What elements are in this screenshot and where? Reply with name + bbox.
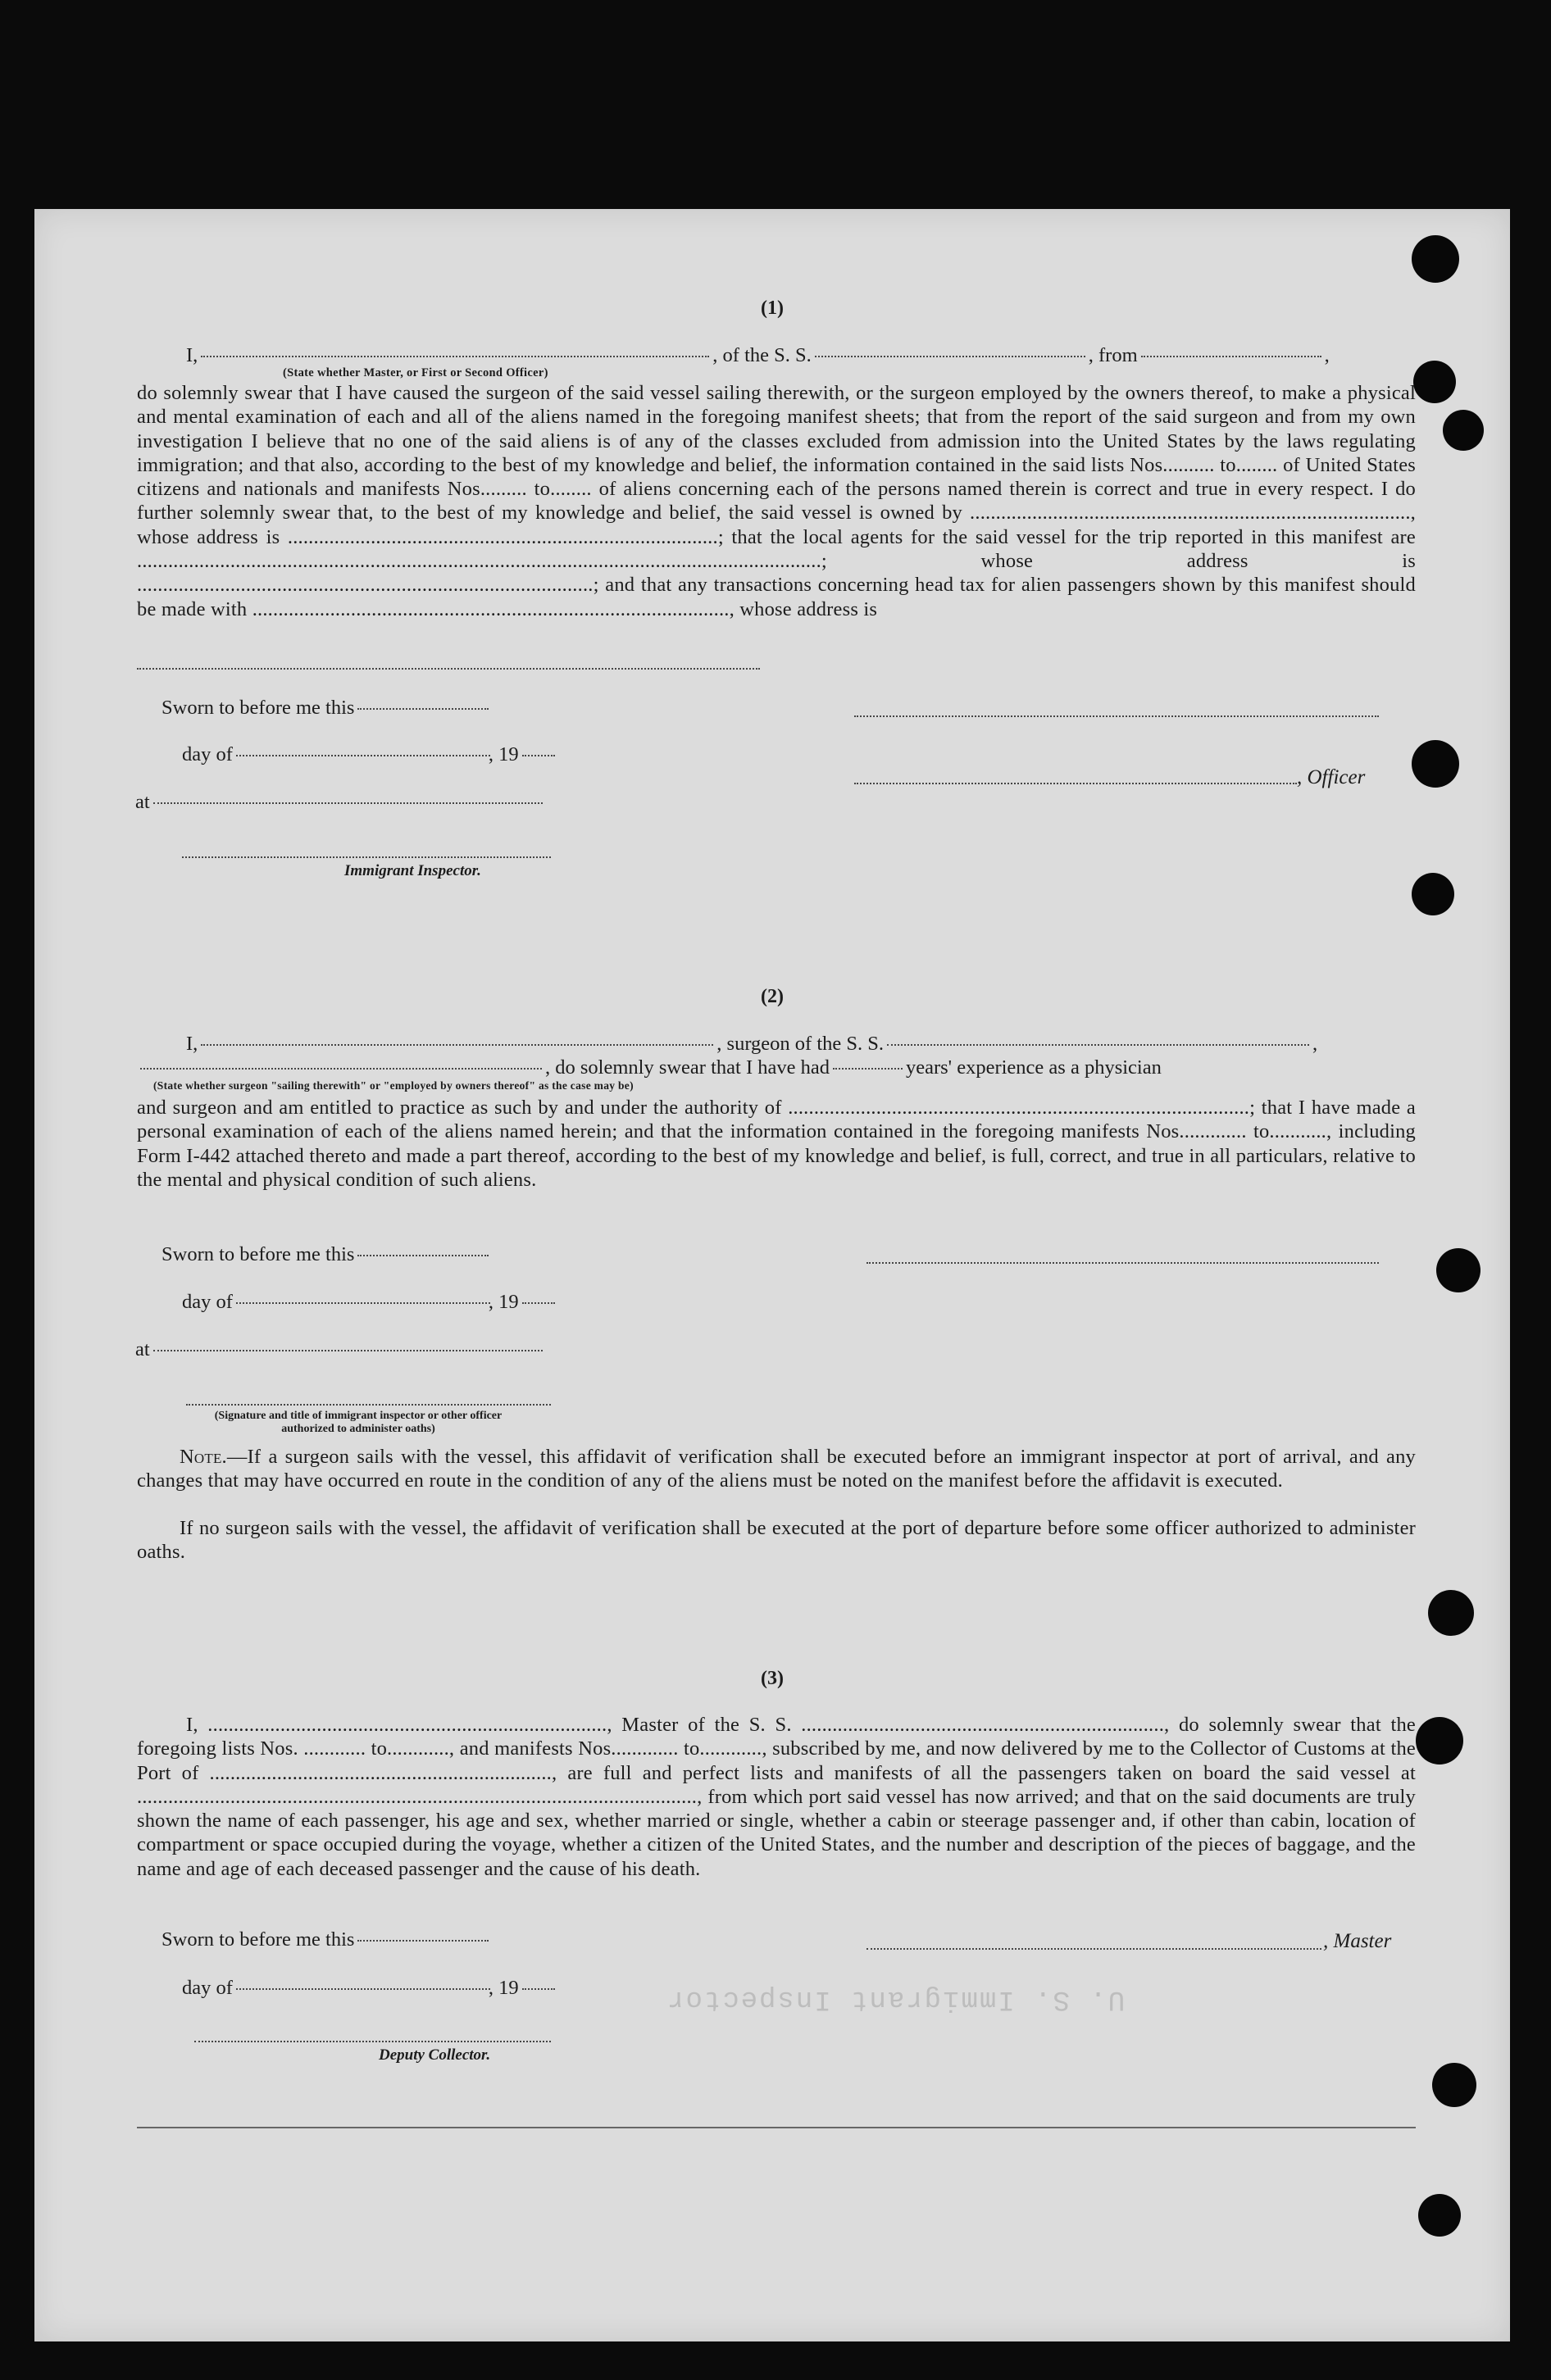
surgeon-signature-field[interactable] — [866, 1262, 1379, 1264]
at-label: at — [135, 1338, 150, 1360]
section-1-paragraph: do solemnly swear that I have caused the surgeon of the said vessel sailing therewith, or the surgeon employed by the owners thereof, to make a physical and mental examination of each and all of the aliens named in the foregoing manifest sheets; that from the report of the said surgeon and from my own investigation I believe that no one of the said aliens is of any of the classes excluded from admission into the United States by the laws regulating immigration; and that also, according to the best of my knowledge and belief, the information contained in the said lists Nos.......... to........ of United States citizens and nationals and manifests Nos......... to........ of aliens concerning each of the persons named therein is correct and true in every respect. I do further solemnly swear that, to the best of my knowledge and belief, the said vessel is owned by ....................................................................................., whose address is ...................................................................................; that the local agents for the said vessel for the trip reported in this manifest are ....................................................................................................................................; whose address is ........................................................................................; and that any transactions concerning head tax for alien passengers shown by this manifest should be made with ............................................................................................, whose address is — [137, 382, 1416, 620]
year-field[interactable] — [522, 1302, 555, 1304]
from-port-field[interactable] — [1141, 356, 1321, 357]
year-label: , 19 — [488, 1977, 519, 1999]
at-label: at — [135, 791, 150, 813]
collector-label: Deputy Collector. — [379, 2046, 491, 2064]
punch-hole — [1413, 361, 1456, 403]
officer-label: , Officer — [1297, 766, 1366, 788]
sworn-line-1 — [161, 697, 492, 720]
punch-hole — [1418, 2194, 1461, 2237]
punch-hole — [1436, 1248, 1480, 1292]
note-paragraph — [137, 1445, 1416, 1493]
bottom-rule — [137, 2127, 1416, 2128]
from-label: , from — [1088, 344, 1138, 366]
year-label: , 19 — [488, 1291, 519, 1313]
surgeon-status-field[interactable] — [140, 1068, 542, 1070]
section-2-number: (2) — [761, 986, 784, 1007]
day-of-label: day of — [182, 743, 233, 765]
note-paragraph-2: If no surgeon sails with the vessel, the affidavit of verification shall be executed at the port of departure before some officer authorized to administer oaths. — [137, 1517, 1416, 1564]
sworn-label: Sworn to before me this — [161, 1243, 355, 1265]
section-1-first-line: I, , of the S. S. , from , — [186, 344, 1330, 366]
officer-title-field[interactable] — [854, 783, 1297, 784]
inspector-label: Immigrant Inspector. — [344, 862, 481, 879]
punch-hole — [1428, 1590, 1474, 1636]
section-2-paragraph: and surgeon and am entitled to practice as such by and under the authority of .........................................................................................; that I have made a personal examination of each of the aliens named herein; and that the information contained in the foregoing manifests Nos............. to..........., including Form I-442 attached thereto and made a part thereof, according to the best of my knowledge and belief, is full, correct, and true in all particulars, relative to the mental and physical condition of such aliens. — [137, 1097, 1416, 1191]
day-field[interactable] — [236, 1988, 490, 1990]
section-2-second-line — [137, 1056, 1162, 1079]
sworn-date-field[interactable] — [357, 1940, 489, 1942]
note-text: —If a surgeon sails with the vessel, this affidavit of verification shall be executed before an immigrant inspector at port of arrival, and any changes that may have occurred en route in the condition of any of the aliens must be noted on the manifest before the affidavit is executed. — [137, 1446, 1416, 1492]
do-swear-label: , do solemnly swear that I have had — [545, 1056, 830, 1079]
officer-signature-field[interactable] — [854, 715, 1379, 717]
sworn-label: Sworn to before me this — [161, 697, 355, 719]
day-line-1 — [182, 743, 558, 766]
day-field[interactable] — [236, 1302, 490, 1304]
note-label: Note. — [180, 1446, 227, 1468]
punch-hole — [1412, 235, 1459, 283]
at-line-1 — [135, 791, 546, 814]
year-field[interactable] — [522, 1988, 555, 1990]
day-line-2 — [182, 1291, 558, 1314]
day-of-label: day of — [182, 1977, 233, 1999]
section-3-paragraph: I, ............................................................................., Master of the S. S. ......................................................................, do solemnly swear that the foregoing lists Nos. ............ to............, and manifests Nos............. to............, subscribed by me, and now delivered by me to the Collector of Customs at the Port of .................................................................., are full and perfect lists and manifests of all the passengers taken on board the said vessel at ............................................................................................................, from which port said vessel has now arrived; and that on the said documents are truly shown the name of each passenger, his age and sex, whether married or single, whether a cabin or steerage passenger and, if other than cabin, location of compartment or space occupied during the voyage, whether a citizen of the United States, and the number and description of the pieces of baggage, and the name and age of each deceased passenger and the cause of his death. — [137, 1714, 1416, 1880]
years-field[interactable] — [833, 1068, 903, 1070]
surgeon-of-label: , surgeon of the S. S. — [716, 1033, 885, 1055]
collector-signature-field[interactable] — [194, 2041, 551, 2042]
punch-hole — [1443, 410, 1484, 451]
sworn-label: Sworn to before me this — [161, 1928, 355, 1951]
punch-hole — [1416, 1717, 1463, 1765]
section-1-i: I, — [186, 344, 198, 366]
surgeon-ship-field[interactable] — [887, 1044, 1309, 1046]
sworn-line-2 — [161, 1243, 492, 1266]
year-label: , 19 — [488, 743, 519, 765]
master-signature-field[interactable] — [866, 1948, 1321, 1950]
administering-officer-field[interactable] — [186, 1404, 551, 1406]
punch-hole — [1412, 740, 1459, 788]
years-label: years' experience as a physician — [905, 1056, 1162, 1079]
at-place-field[interactable] — [153, 802, 543, 804]
sworn-date-field[interactable] — [357, 1255, 489, 1256]
day-line-3 — [182, 1977, 558, 2000]
at-line-2 — [135, 1338, 546, 1361]
punch-hole — [1432, 2063, 1476, 2107]
punch-hole — [1412, 873, 1454, 915]
sworn-date-field[interactable] — [357, 708, 489, 710]
section-2-caption: (State whether surgeon "sailing therewith" or "employed by owners thereof" as the case may be) — [153, 1079, 634, 1092]
inspector-signature-field[interactable] — [182, 856, 551, 858]
officer-name-field[interactable] — [201, 356, 709, 357]
form-page — [34, 209, 1510, 2341]
section-3-number: (3) — [761, 1668, 784, 1689]
section-2-first-line: I, , surgeon of the S. S. , — [186, 1033, 1318, 1055]
year-field[interactable] — [522, 755, 555, 756]
surgeon-name-field[interactable] — [201, 1044, 713, 1046]
section-1-caption: (State whether Master, or First or Second Officer) — [283, 366, 548, 379]
of-ss-label: , of the S. S. — [712, 344, 812, 366]
section-1-number: (1) — [761, 298, 784, 319]
inspector-stamp: U. S. Immigrant Inspector — [666, 1983, 1126, 2014]
day-field[interactable] — [236, 755, 490, 756]
master-label: , Master — [1323, 1930, 1392, 1952]
transactions-address-field[interactable] — [137, 668, 760, 670]
at-place-field[interactable] — [153, 1350, 543, 1351]
day-of-label: day of — [182, 1291, 233, 1313]
signature-caption: (Signature and title of immigrant inspector or other officer authorized to administer oaths) — [214, 1410, 503, 1435]
sworn-line-3 — [161, 1928, 492, 1951]
ship-name-field[interactable] — [815, 356, 1085, 357]
section-2-i: I, — [186, 1033, 198, 1055]
